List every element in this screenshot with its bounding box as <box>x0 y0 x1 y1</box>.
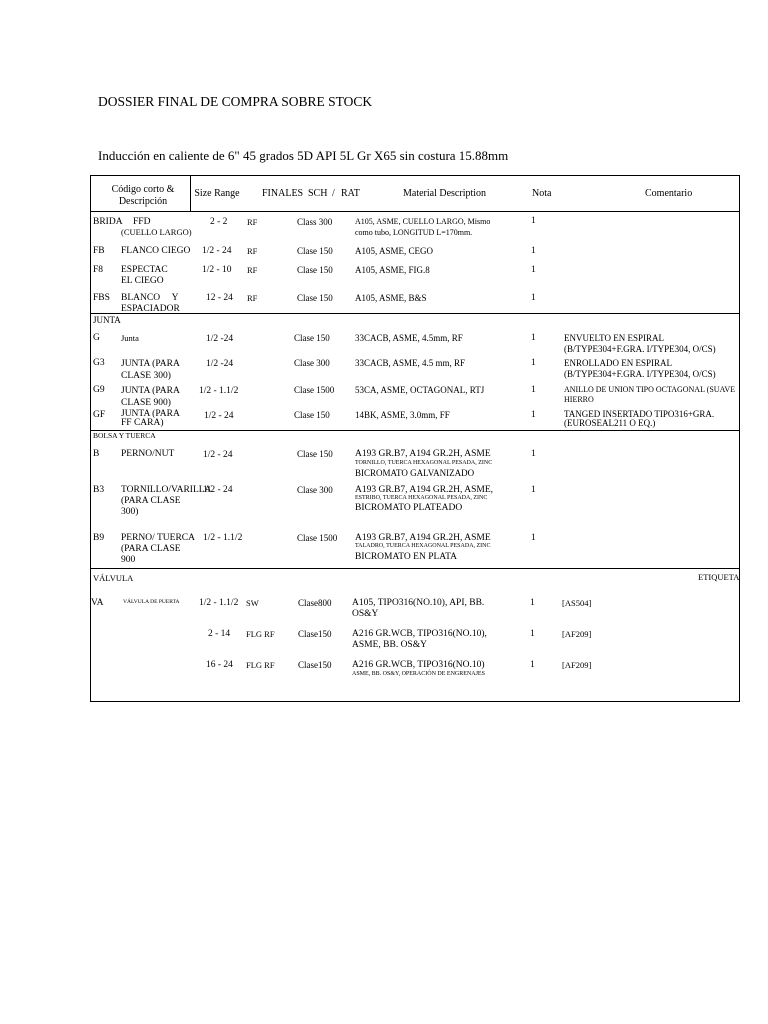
row-v2-nota: 1 <box>530 629 535 639</box>
row-g9-desc: JUNTA (PARA CLASE 900) <box>121 386 180 408</box>
header-size-range: Size Range <box>194 188 240 199</box>
row-f8-size: 1/2 - 10 <box>202 265 232 275</box>
junta-divider <box>90 313 740 314</box>
row-v3-size: 16 - 24 <box>206 660 233 670</box>
row-va-rating: Clase800 <box>298 598 332 608</box>
row-v3-finales: FLG RF <box>246 660 275 670</box>
row-f8-nota: 1 <box>531 265 536 275</box>
row-va-nota: 1 <box>530 598 535 608</box>
row-f8-rating: Clase 150 <box>297 265 333 275</box>
row-gf-material: 14BK, ASME, 3.0mm, FF <box>355 410 450 420</box>
row-b-size: 1/2 - 24 <box>203 450 233 460</box>
row-b3-rating: Clase 300 <box>297 485 333 495</box>
row-va-comment: [AS504] <box>562 598 592 608</box>
row-v3-comment: [AF209] <box>562 660 592 670</box>
row-g3-desc: JUNTA (PARA CLASE 300) <box>121 359 180 381</box>
row-b9-material-detail: TALADRO, TUERCA HEXAGONAL PESADA, ZINC <box>355 543 491 549</box>
row-f8-code: F8 <box>93 265 104 275</box>
header-nota: Nota <box>532 188 552 199</box>
row-fbs-finales: RF <box>247 293 258 303</box>
row-v3-material: A216 GR.WCB, TIPO316(NO.10) <box>352 660 485 670</box>
row-b9-rating: Clase 1500 <box>297 533 338 543</box>
row-g9-comment: ANILLO DE UNION TIPO OCTAGONAL (SUAVE HIERRO <box>564 385 735 404</box>
bolsa-divider <box>90 430 740 431</box>
row-g9-rating: Clase 1500 <box>294 385 335 395</box>
row-f8-material: A105, ASME, FIG.8 <box>355 265 430 275</box>
row-brida-finales: RF <box>247 217 258 227</box>
row-b9-material-finish: BICROMATO EN PLATA <box>355 552 457 562</box>
header-finales: FINALES <box>262 188 304 199</box>
row-brida-material: A105, ASME, CUELLO LARGO, Mismo como tubo, LONGITUD L=170mm. <box>355 217 491 237</box>
section-etiqueta: ETIQUETA <box>698 572 740 582</box>
section-bolsa-y-tuerca: BOLSA Y TUERCA <box>93 431 156 440</box>
row-g-nota: 1 <box>531 333 536 343</box>
row-g-size: 1/2 -24 <box>206 334 234 344</box>
row-b9-nota: 1 <box>531 533 536 543</box>
row-g9-material: 53CA, ASME, OCTAGONAL, RTJ <box>355 385 485 395</box>
row-b9-size: 1/2 - 1.1/2 <box>203 533 243 543</box>
row-brida-size: 2 - 2 <box>210 217 228 227</box>
header-divider <box>90 211 740 212</box>
row-g3-nota: 1 <box>531 358 536 368</box>
row-fb-code: FB <box>93 246 105 256</box>
row-va-size: 1/2 - 1.1/2 <box>199 598 239 608</box>
row-fbs-material: A105, ASME, B&S <box>355 293 427 303</box>
row-fbs-nota: 1 <box>531 293 536 303</box>
row-v3-rating: Clase150 <box>298 660 332 670</box>
header-rat: RAT <box>341 188 360 199</box>
row-v3-nota: 1 <box>530 660 535 670</box>
row-b3-material-detail: ESTRIBO, TUERCA HEXAGONAL PESADA, ZINC <box>355 495 488 501</box>
row-v2-comment: [AF209] <box>562 629 592 639</box>
row-b9-code: B9 <box>93 533 105 543</box>
row-b3-material: A193 GR.B7, A194 GR.2H, ASME, <box>355 485 494 495</box>
row-fb-rating: Clase 150 <box>297 246 333 256</box>
row-gf-size: 1/2 - 24 <box>204 411 234 421</box>
row-f8-desc: ESPECTAC EL CIEGO <box>121 265 168 286</box>
row-fb-size: 1/2 - 24 <box>202 246 232 256</box>
row-fbs-rating: Clase 150 <box>297 293 333 303</box>
row-va-material: A105, TIPO316(NO.10), API, BB. OS&Y <box>352 598 485 619</box>
row-b-code: B <box>93 449 100 459</box>
row-b-material-finish: BICROMATO GALVANIZADO <box>355 468 475 478</box>
row-v2-size: 2 - 14 <box>208 629 231 639</box>
row-brida-code: BRIDA <box>93 217 123 227</box>
document-title: DOSSIER FINAL DE COMPRA SOBRE STOCK <box>98 94 373 109</box>
section-junta: JUNTA <box>93 315 121 325</box>
row-b3-code: B3 <box>93 485 105 495</box>
row-va-finales: SW <box>246 598 259 608</box>
row-brida-desc2: (CUELLO LARGO) <box>121 227 192 237</box>
header-slash: / <box>332 188 335 199</box>
row-g-material: 33CACB, ASME, 4.5mm, RF <box>355 333 463 343</box>
document-subtitle: Inducción en caliente de 6" 45 grados 5D API 5L Gr X65 sin costura 15.88mm <box>98 148 509 163</box>
row-g3-size: 1/2 -24 <box>206 359 234 369</box>
row-g-rating: Clase 150 <box>294 333 330 343</box>
row-gf-code: GF <box>93 410 106 420</box>
row-g-code: G <box>93 333 100 343</box>
row-fb-material: A105, ASME, CEGO <box>355 246 434 256</box>
row-b3-material-finish: BICROMATO PLATEADO <box>355 503 463 513</box>
row-g-desc: Junta <box>121 333 139 343</box>
row-b3-nota: 1 <box>531 485 536 495</box>
row-fbs-desc: BLANCO Y ESPACIADOR <box>121 293 180 314</box>
row-fb-nota: 1 <box>531 246 536 256</box>
row-b-material: A193 GR.B7, A194 GR.2H, ASME <box>355 449 491 459</box>
row-brida-rating: Class 300 <box>297 217 333 227</box>
row-v2-finales: FLG RF <box>246 629 275 639</box>
header-column-divider <box>190 175 191 211</box>
row-brida-nota: 1 <box>531 216 536 226</box>
row-g3-code: G3 <box>93 358 105 368</box>
row-f8-finales: RF <box>247 265 258 275</box>
row-b-nota: 1 <box>531 449 536 459</box>
row-g3-material: 33CACB, ASME, 4.5 mm, RF <box>355 358 466 368</box>
row-g3-rating: Clase 300 <box>294 358 330 368</box>
row-g9-code: G9 <box>93 385 105 395</box>
row-gf-desc: JUNTA (PARA FF CARA) <box>121 409 180 428</box>
row-b-material-detail: TORNILLO, TUERCA HEXAGONAL PESADA, ZINC <box>355 460 493 466</box>
row-g3-comment: ENROLLADO EN ESPIRAL (B/TYPE304+F.GRA. I/TYPE304, O/CS) <box>564 358 716 379</box>
row-v2-material: A216 GR.WCB, TIPO316(NO.10), ASME, BB. OS&Y <box>352 629 487 650</box>
valvula-divider <box>90 568 740 569</box>
row-va-code: VA <box>91 598 104 608</box>
section-valvula: VÁLVULA <box>93 573 134 583</box>
header-comentario: Comentario <box>645 188 693 199</box>
row-gf-comment: TANGED INSERTADO TIPO316+GRA. (EUROSEAL211 O EQ.) <box>564 409 715 428</box>
row-fb-finales: RF <box>247 246 258 256</box>
row-b-desc: PERNO/NUT <box>121 449 175 459</box>
header-code-description: Código corto & Descripción <box>111 184 175 207</box>
row-va-desc: VÁLVULA DE PUERTA <box>123 599 180 605</box>
row-g-comment: ENVUELTO EN ESPIRAL (B/TYPE304+F.GRA. I/TYPE304, O/CS) <box>564 333 716 354</box>
row-b3-size: 1/2 - 24 <box>203 485 233 495</box>
row-fbs-code: FBS <box>93 293 110 303</box>
row-brida-desc: FFD <box>133 217 151 227</box>
row-v3-material-detail: ASME, BB. OS&Y, OPERACIÓN DE ENGRENAJES <box>352 671 485 677</box>
row-fb-desc: FLANCO CIEGO <box>121 246 191 256</box>
row-b3-desc: TORNILLO/VARILLA (PARA CLASE 300) <box>121 485 212 517</box>
header-sch: SCH <box>308 188 328 199</box>
row-b-rating: Clase 150 <box>297 449 333 459</box>
row-b9-desc: PERNO/ TUERCA (PARA CLASE 900 <box>121 533 195 565</box>
row-fbs-size: 12 - 24 <box>206 293 233 303</box>
row-g9-size: 1/2 - 1.1/2 <box>199 386 239 396</box>
row-gf-nota: 1 <box>531 410 536 420</box>
header-material-description: Material Description <box>403 188 487 199</box>
row-g9-nota: 1 <box>531 385 536 395</box>
row-v2-rating: Clase150 <box>298 629 332 639</box>
row-gf-rating: Clase 150 <box>294 410 330 420</box>
row-b9-material: A193 GR.B7, A194 GR.2H, ASME <box>355 533 491 543</box>
